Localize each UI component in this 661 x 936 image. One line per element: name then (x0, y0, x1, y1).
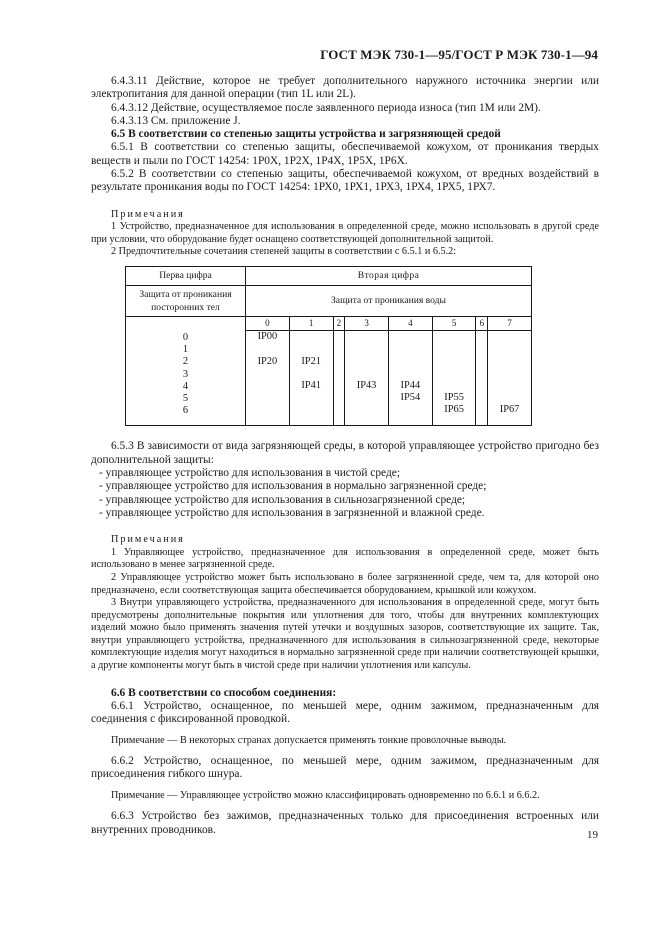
ip-code-cell: IP43 (356, 380, 377, 392)
ip-code-cell (476, 368, 487, 380)
heading-6-5: 6.5 В соответствии со степенью защиты устройства и загрязняющей средой (111, 128, 501, 141)
document-body (91, 75, 599, 837)
ip-column-6 (476, 331, 488, 426)
ip-code-cell (488, 392, 531, 404)
ip-code-cell: IP00 (257, 331, 278, 343)
second-digit-label: 7 (488, 317, 532, 331)
ip-code-cell (345, 344, 388, 356)
ip-code-cell (488, 331, 531, 343)
ip-code-cell (433, 331, 476, 343)
ip-code-cell (488, 368, 531, 380)
paragraph-6-5-3: 6.5.3 В зависимости от вида загрязняющей среды, в которой управляющее устройство пригодно без дополнительной защиты: (91, 440, 599, 466)
ip-code-cell (334, 368, 345, 380)
ip-code-cell (476, 344, 487, 356)
ip-code-cell (345, 404, 388, 416)
ip-code-cell (290, 344, 333, 356)
ip-code-cell (334, 331, 345, 343)
ip-code-cell (246, 392, 289, 404)
ip-code-cell: IP44 (400, 380, 421, 392)
ip-code-cell (389, 344, 432, 356)
second-digit-label: 4 (388, 317, 432, 331)
ip-code-cell (476, 356, 487, 368)
second-digit-label: 3 (345, 317, 389, 331)
table-header-first-digit: Перва цифра (126, 267, 246, 286)
ip-code-cell (290, 392, 333, 404)
ip-code-cell (246, 404, 289, 416)
note-item: 3 Внутри управляющего устройства, предназначенного для использования в определенной среде, могут быть предусмотрены дополнительные покрытия или уплотнения для того, чтобы для внутренних комплектующих изделий можно было применять значения путей утечки и воздушных зазоров, соответствующие их защите. Так, внутри управляющего устройства, предназначенного для использования в сильнозагрязненной среде, некоторые комплектующие изделия могут находиться в нормально загрязненной среде при наличии соответствующей крышки, а другие компоненты могут быть в чистой среде при наличии уплотнения или капсулы. (91, 597, 599, 672)
ip-code-cell (476, 380, 487, 392)
paragraph-6-4-3-13: 6.4.3.13 См. приложение J. (111, 114, 241, 127)
ip-code-cell (246, 380, 289, 392)
ip-code-cell (334, 356, 345, 368)
paragraph-6-6-2: 6.6.2 Устройство, оснащенное, по меньшей мере, одним зажимом, предназначенным для присоединения гибкого шнура. (91, 755, 599, 781)
ip-column-5 (432, 331, 476, 426)
list-item: - управляющее устройство для использования в сильнозагрязненной среде; (99, 493, 466, 506)
ip-code-cell (488, 356, 531, 368)
paragraph-6-6-3: 6.6.3 Устройство без зажимов, предназначенных только для присоединения встроенных или внутренних проводников. (91, 810, 599, 836)
paragraph-6-4-3-12: 6.4.3.12 Действие, осуществляемое после заявленного периода износа (тип 1М или 2М). (111, 101, 541, 114)
ip-column-7 (488, 331, 532, 426)
first-digit-label: 4 (182, 380, 189, 392)
ip-code-cell (246, 368, 289, 380)
second-digit-label: 1 (289, 317, 333, 331)
first-digit-label: 2 (182, 356, 189, 368)
ip-code-cell (389, 404, 432, 416)
first-digit-label: 0 (182, 332, 189, 344)
note-item: Примечание — Управляющее устройство можно классифицировать одновременно по 6.6.1 и 6.6.2. (111, 789, 540, 801)
ip-code-cell (345, 356, 388, 368)
ip-column-3 (345, 331, 389, 426)
paragraph-6-5-2: 6.5.2 В соответствии со степенью защиты, обеспечиваемой кожухом, от вредных воздействий в результате проникания воды по ГОСТ 14254: 1РХ0, 1РХ1, 1РХ3, 1РХ4, 1РХ5, 1РХ7. (91, 168, 599, 194)
ip-code-cell: IP54 (400, 392, 421, 404)
ip-code-cell (389, 356, 432, 368)
notes-heading: Примечания (111, 208, 185, 220)
first-digit-label: 5 (182, 392, 189, 404)
note-item: 2 Управляющее устройство может быть использовано в более загрязненной среде, чем та, для которой оно предназначено, если соответствующая защита обеспечивается оборудованием, крышкой или кожухом. (91, 571, 599, 596)
first-digit-label: 6 (182, 405, 189, 417)
table-header-water-protection: Защита от проникания воды (246, 286, 532, 317)
first-digit-label: 1 (182, 344, 189, 356)
list-item: - управляющее устройство для использования в чистой среде; (99, 466, 400, 479)
ip-code-cell (246, 344, 289, 356)
page-number: 19 (587, 829, 598, 841)
notes-heading: Примечания (111, 534, 185, 546)
ip-code-cell (433, 344, 476, 356)
second-digit-label: 0 (246, 317, 290, 331)
ip-code-cell (389, 331, 432, 343)
ip-combinations-table (125, 266, 532, 426)
ip-column-2 (333, 331, 345, 426)
table-header-second-digit: Вторая цифра (246, 267, 532, 286)
ip-code-cell (345, 392, 388, 404)
ip-code-cell (488, 344, 531, 356)
note-item: 2 Предпочтительные сочетания степеней защиты в соответствии с 6.5.1 и 6.5.2: (111, 246, 457, 258)
ip-code-cell (345, 331, 388, 343)
ip-column-1 (289, 331, 333, 426)
ip-code-cell: IP41 (301, 380, 321, 392)
ip-column-4 (388, 331, 432, 426)
ip-code-cell (433, 380, 476, 392)
ip-code-cell: IP21 (301, 355, 321, 367)
ip-code-cell: IP65 (444, 404, 464, 416)
heading-6-6: 6.6 В соответствии со способом соединения: (111, 686, 337, 699)
page-header: ГОСТ МЭК 730-1—95/ГОСТ Р МЭК 730-1—94 (320, 47, 598, 62)
ip-code-cell (290, 404, 333, 416)
ip-code-cell: IP55 (444, 392, 464, 404)
table-header-solid-protection: Защита от проникания посторонних тел (126, 286, 246, 317)
paragraph-6-4-3-11: 6.4.3.11 Действие, которое не требует дополнительного наружного источника энергии или электропитания для данной операции (тип 1L или 2L). (91, 75, 599, 101)
note-item: Примечание — В некоторых странах допускается применять тонкие проволочные выводы. (111, 734, 507, 746)
ip-column-0 (246, 331, 290, 426)
second-digit-label: 5 (432, 317, 476, 331)
ip-code-cell (488, 380, 531, 392)
second-digit-label: 2 (333, 317, 345, 331)
ip-code-cell (334, 392, 345, 404)
first-digit-label: 3 (182, 368, 189, 380)
ip-code-cell: IP67 (499, 404, 520, 416)
ip-code-cell (290, 331, 333, 343)
ip-code-cell (476, 392, 487, 404)
ip-code-cell (334, 344, 345, 356)
ip-code-cell: IP20 (257, 355, 278, 367)
ip-code-cell (476, 404, 487, 416)
paragraph-6-6-1: 6.6.1 Устройство, оснащенное, по меньшей мере, одним зажимом, предназначенным для соединения с фиксированной проводкой. (91, 699, 599, 726)
ip-code-cell (476, 331, 487, 343)
paragraph-6-5-1: 6.5.1 В соответствии со степенью защиты, обеспечиваемой кожухом, от проникания твердых веществ и пыли по ГОСТ 14254: 1Р0Х, 1Р2Х, 1Р4Х, 1Р5Х, 1Р6Х. (91, 141, 599, 167)
ip-code-cell (389, 368, 432, 380)
ip-code-cell (334, 404, 345, 416)
ip-code-cell (345, 368, 388, 380)
first-digit-column (126, 317, 246, 426)
ip-code-cell (290, 368, 333, 380)
note-item: 1 Управляющее устройство, предназначенное для использования в определенной среде, может быть использовано в менее загрязненной среде. (91, 546, 599, 571)
second-digit-label: 6 (476, 317, 488, 331)
list-item: - управляющее устройство для использования в нормально загрязненной среде; (99, 480, 487, 493)
note-item: 1 Устройство, предназначенное для использования в определенной среде, можно использовать в другой среде при условии, что оборудование будет оснащено соответствующей дополнительной защитой. (91, 221, 599, 245)
ip-code-cell (334, 380, 345, 392)
ip-code-cell (433, 368, 476, 380)
list-item: - управляющее устройство для использования в загрязненной и влажной среде. (99, 506, 485, 519)
ip-code-cell (433, 356, 476, 368)
